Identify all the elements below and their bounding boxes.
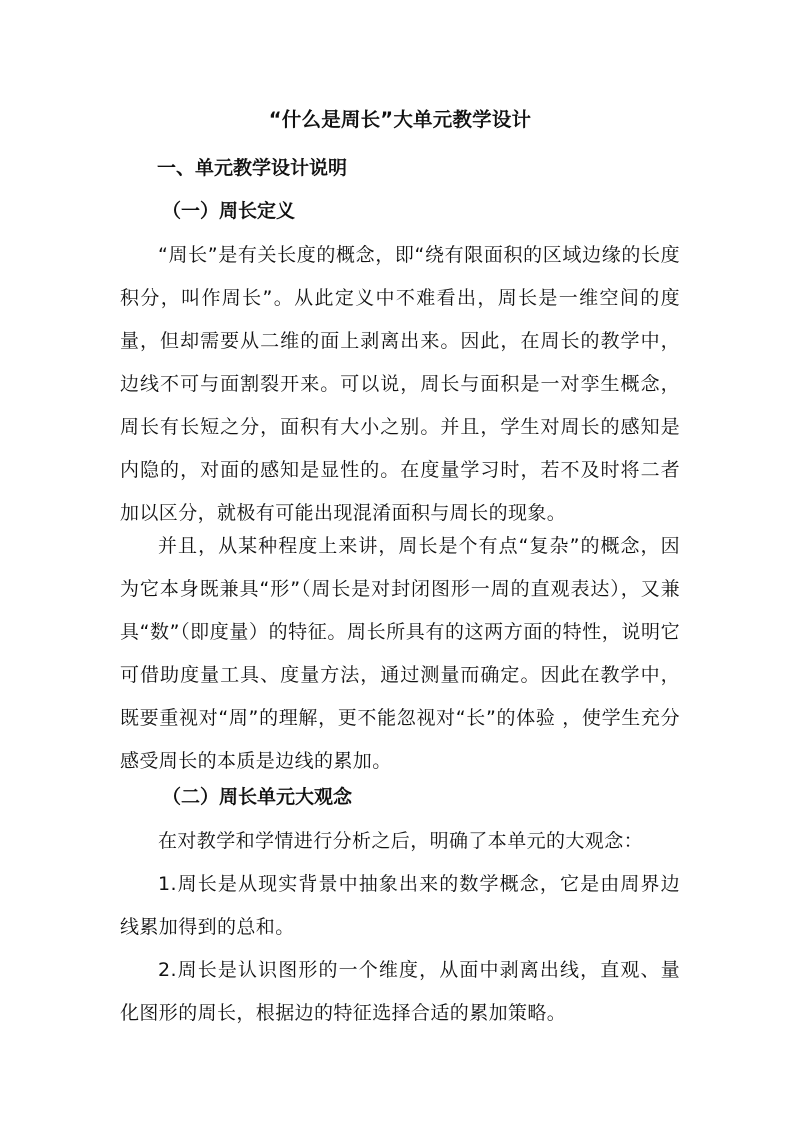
section-heading: 一、单元教学设计说明: [157, 157, 348, 179]
paragraph-perimeter-definition: “周长”是有关长度的概念，即“绕有限面积的区域边缘的长度积分，叫作周长”。从此定义中不难看出，周长是一维空间的度量，但却需要从二维的面上剥离出来。因此，在周长的教学中，边线不可与面割裂开来。可以说，周长与面积是一对孪生概念，周长有长短之分，面积有大小之别。并且，学生对周长的感知是内隐的，对面的感知是显性的。在度量学习时，若不及时将二者加以区分，就极有可能出现混淆面积与周长的现象。: [120, 244, 680, 524]
document-title: “什么是周长”大单元教学设计: [268, 108, 532, 131]
paragraph-perimeter-complexity: 并且，从某种程度上来讲，周长是个有点“复杂”的概念，因为它本身既兼具“形”（周长是对封闭图形一周的直观表达），又兼具“数”（即度量）的特征。周长所具有的这两方面的特性，说明它可借助度量工具、度量方法，通过测量而确定。因此在教学中，既要重视对“周”的理解，更不能忽视对“长”的体验 ，使学生充分感受周长的本质是边线的累加。: [120, 535, 680, 772]
subsection-heading-big-ideas: （二）周长单元大观念: [162, 786, 353, 808]
paragraph-big-idea-2: 2.周长是认识图形的一个维度，从面中剥离出线，直观、量化图形的周长，根据边的特征选择合适的累加策略。: [120, 959, 680, 1024]
subsection-heading-perimeter-definition: （一）周长定义: [162, 200, 296, 222]
paragraph-big-ideas-intro: 在对教学和学情进行分析之后，明确了本单元的大观念：: [158, 830, 644, 852]
paragraph-big-idea-1: 1.周长是从现实背景中抽象出来的数学概念，它是由周界边线累加得到的总和。: [120, 873, 680, 938]
